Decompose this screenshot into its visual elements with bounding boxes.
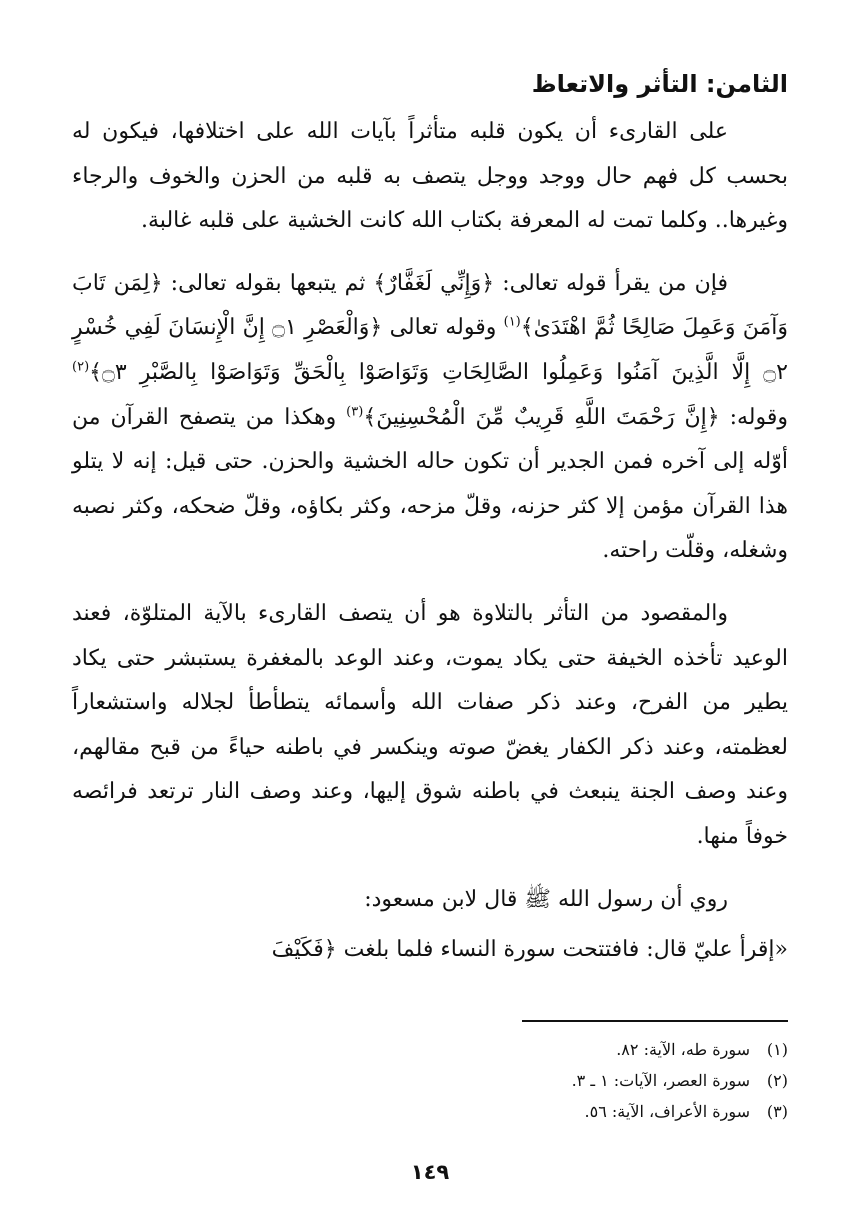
page-number: ١٤٩ xyxy=(410,1160,450,1184)
quran-verse-3: ﴿وَالْعَصْرِ ۝١ إِنَّ الْإِنسَانَ لَفِي خُسْرٍ ۝٢ إِلَّا الَّذِينَ آمَنُوا وَعَمِلُوا الصَّالِحَاتِ وَتَوَاصَوْا بِالْحَقِّ وَتَوَاصَوْا بِالصَّبْرِ ۝٣﴾ xyxy=(72,315,788,385)
quran-verse-2: ﴿لِمَن تَابَ وَآمَنَ وَعَمِلَ صَالِحًا ثُمَّ اهْتَدَىٰ﴾ xyxy=(72,270,788,341)
footnote-ref-2: (٢) xyxy=(72,359,90,375)
footnote-text: سورة طه، الآية: ٨٢. xyxy=(616,1040,750,1059)
footnote-item xyxy=(72,1096,788,1127)
footnote-text: سورة العصر، الآيات: ١ ـ ٣. xyxy=(571,1071,750,1090)
footnote-number: (١) xyxy=(766,1040,788,1059)
paragraph-2-text-a: فإن من يقرأ قوله تعالى: xyxy=(494,270,728,296)
quran-verse-5: ﴿فَكَيْفَ xyxy=(271,937,337,963)
paragraph-5 xyxy=(72,928,788,973)
footnote-number: (٣) xyxy=(766,1102,788,1121)
paragraph-2-text-c: وقوله تعالى xyxy=(382,315,504,341)
book-page xyxy=(72,62,788,1182)
footnote-ref-3: (٣) xyxy=(346,404,364,420)
section-heading: الثامن: التأثر والاتعاظ xyxy=(531,70,788,98)
footnote-divider xyxy=(522,1020,788,1022)
footnote-text: سورة الأعراف، الآية: ٥٦. xyxy=(584,1102,750,1121)
paragraph-2-text-b: ثم يتبعها بقوله تعالى: xyxy=(162,270,374,296)
paragraph-3: والمقصود من التأثر بالتلاوة هو أن يتصف القارىء بالآية المتلوّة، فعند الوعيد تأخذه الخيفة حتى يكاد يموت، وعند الوعد بالمغفرة يستبشر حتى يكاد يطير من الفرح، وعند ذكر صفات الله وأسمائه يتطأطأ لجلاله واستشعاراً لعظمته، وعند ذكر الكفار يغضّ صوته وينكسر في باطنه حياءً من قبح مقالهم، وعند وصف الجنة ينبعث في باطنه شوق إليها، وعند وصف النار ترتعد فرائصه خوفاً منها. xyxy=(72,600,788,849)
footnote-number: (٢) xyxy=(766,1071,788,1090)
paragraph-1: على القارىء أن يكون قلبه متأثراً بآيات الله على اختلافها، فيكون له بحسب كل فهم حال ووجد ووجل يتصف به قلبه من الحزن والخوف والرجاء وغيرها.. وكلما تمت له المعرفة بكتاب الله كانت الخشية على قلبه غالبة. xyxy=(72,119,788,234)
paragraph-4: روي أن رسول الله ﷺ قال لابن مسعود: xyxy=(364,886,728,912)
paragraph-2 xyxy=(72,262,788,574)
paragraph-5-text: «إقرأ عليّ قال: فافتتحت سورة النساء فلما بلغت xyxy=(336,937,788,963)
paragraph-2-text-e: وهكذا من يتصفح القرآن من أوّله إلى آخره فمن الجدير أن تكون حاله الخشية والحزن. حتى قيل: إنه لا يتلو هذا القرآن مؤمن إلا كثر حزنه، وقلّ مزحه، وكثر بكاؤه، وقلّ ضحكه، وكثر نصبه وشغله، وقلّت راحته. xyxy=(72,404,788,564)
quran-verse-4: ﴿إِنَّ رَحْمَتَ اللَّهِ قَرِيبٌ مِّنَ الْمُحْسِنِينَ﴾ xyxy=(363,404,720,430)
paragraph-2-text-d: وقوله: xyxy=(719,404,788,430)
footnote-item xyxy=(72,1034,788,1065)
footnotes-list xyxy=(72,1034,788,1127)
footnote-ref-1: (١) xyxy=(503,315,521,331)
footnote-item xyxy=(72,1065,788,1096)
quran-verse-1: ﴿وَإِنِّي لَغَفَّارٌ﴾ xyxy=(373,270,495,296)
